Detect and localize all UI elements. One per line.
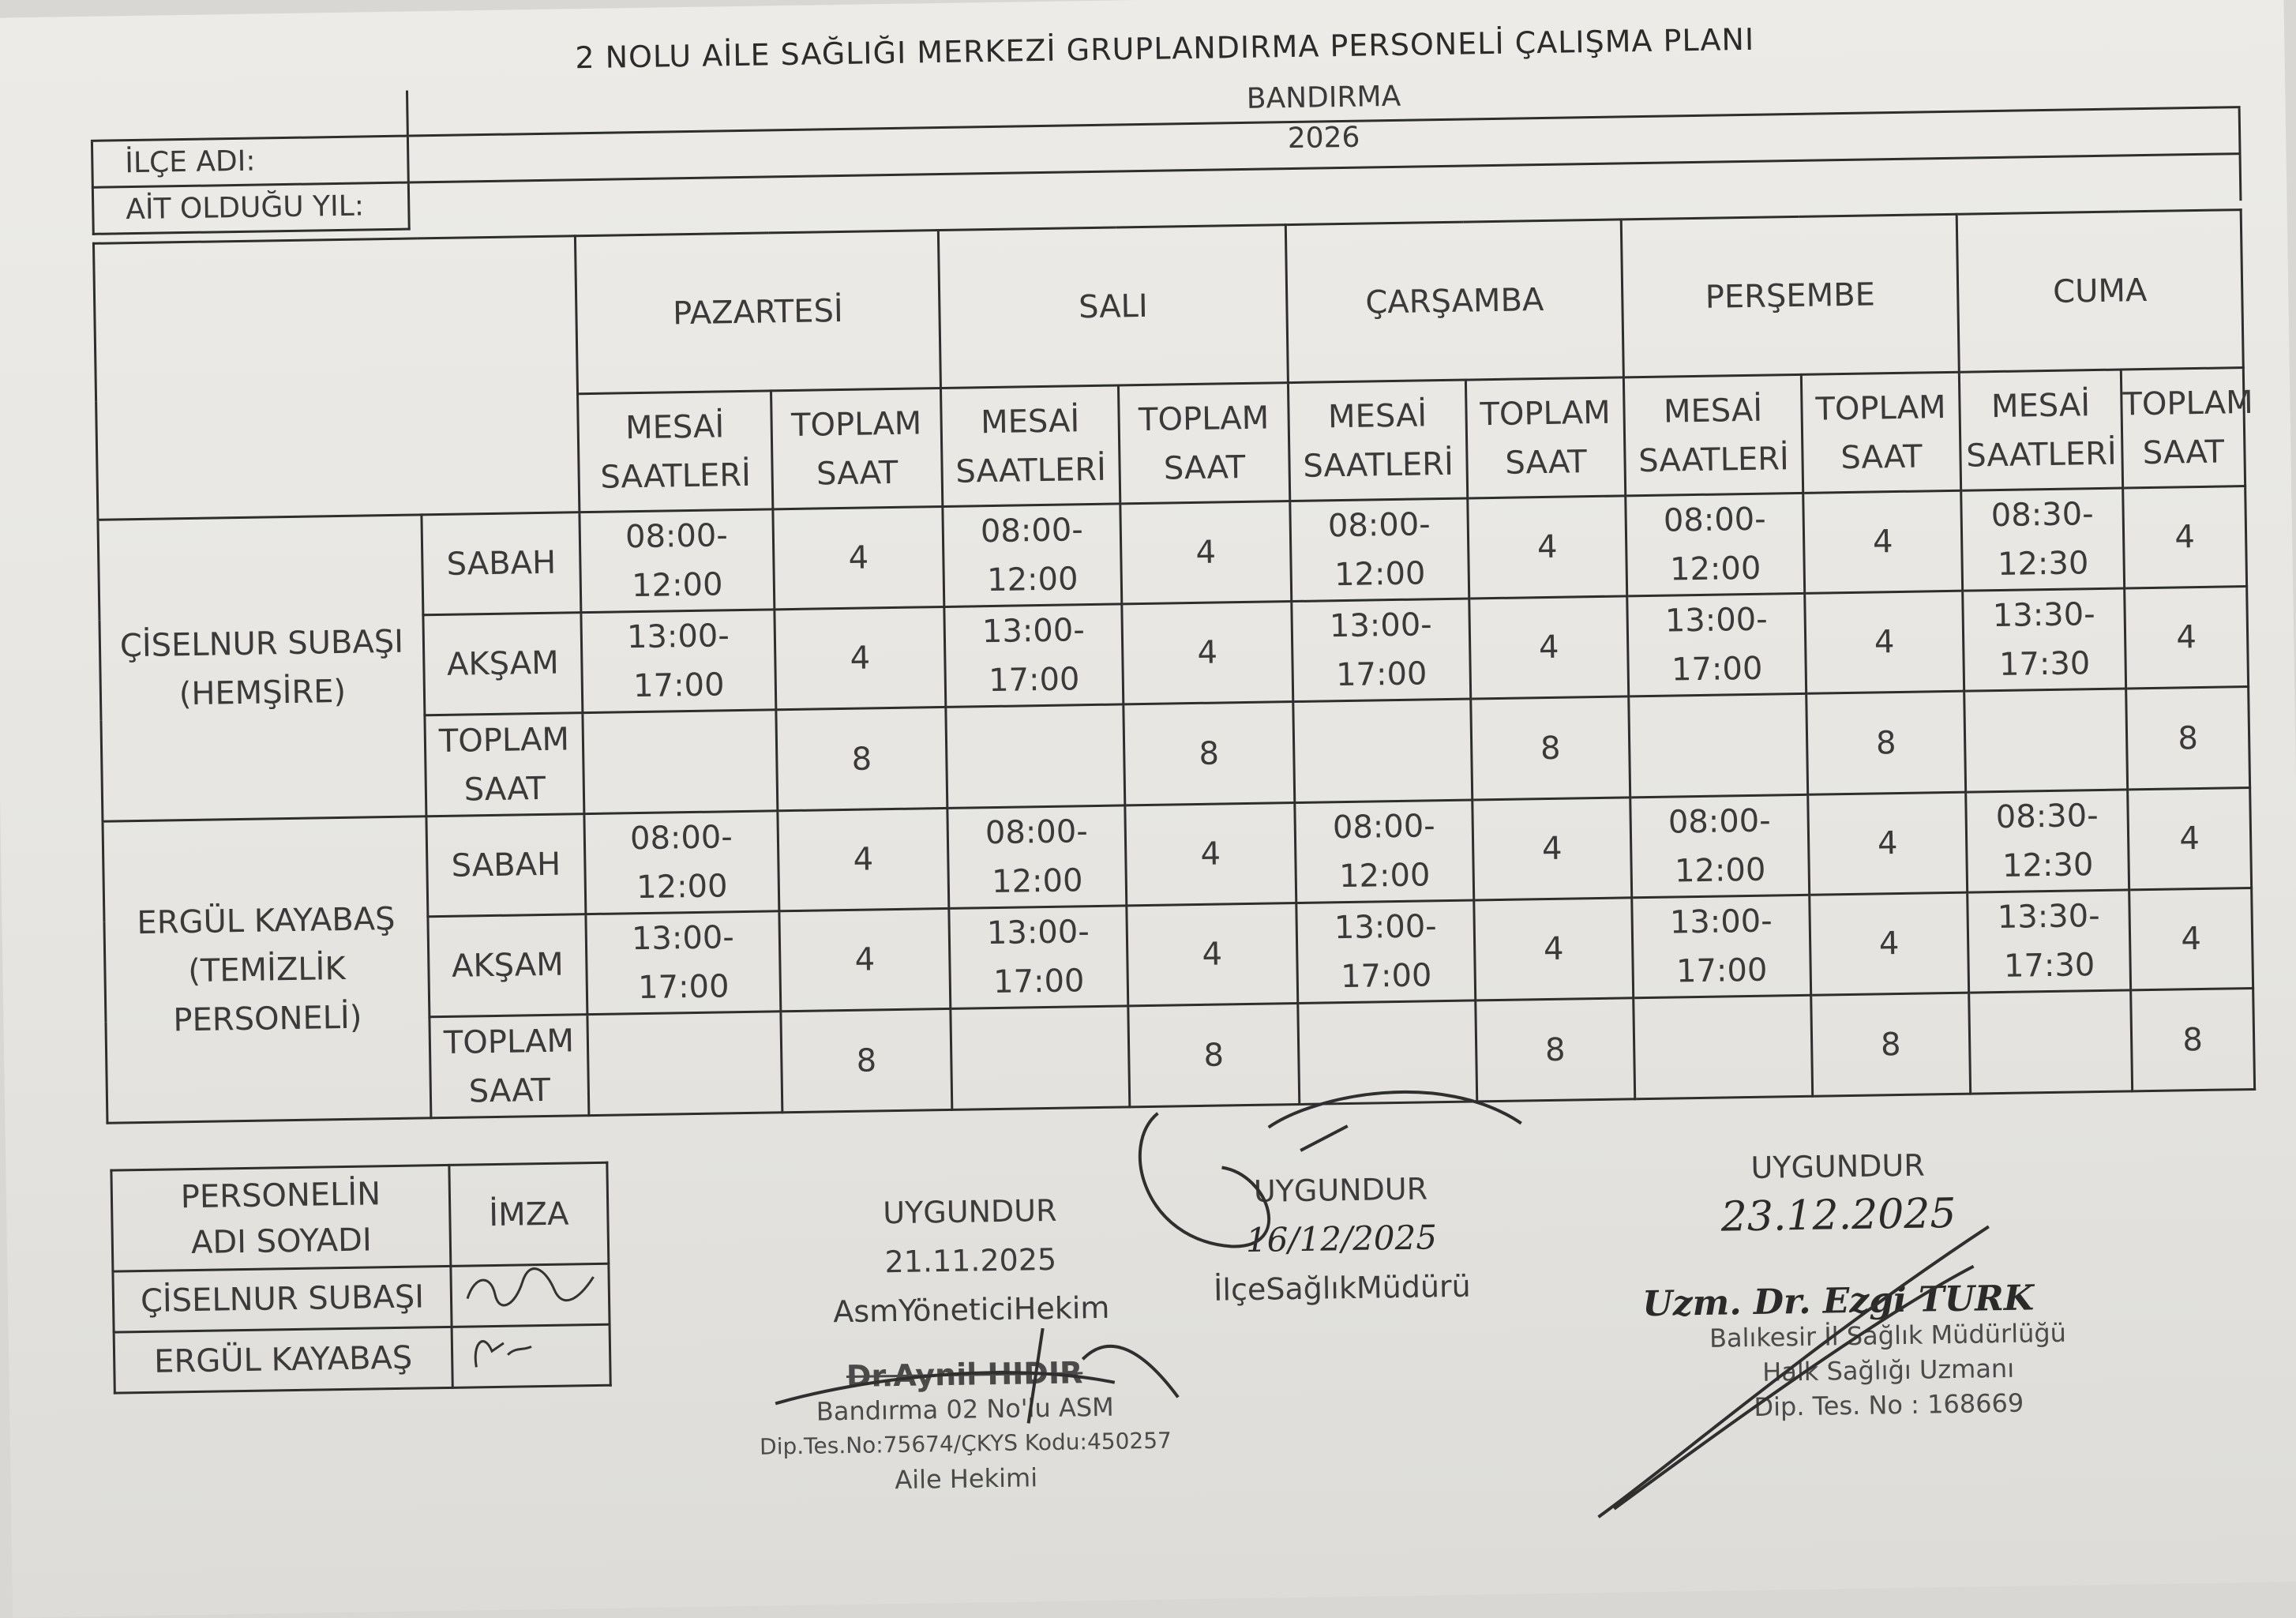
- mesai-cell: 08:00- 12:00: [580, 509, 775, 613]
- toplam-cell: 4: [1127, 903, 1298, 1006]
- mesai-cell: 08:30- 12:30: [1966, 790, 2129, 892]
- approval-date: 16/12/2025: [1245, 1218, 1438, 1260]
- toplam-cell: 4: [2125, 587, 2249, 689]
- stamp-line: Balıkesir İl Sağlık Müdürlüğü: [1709, 1317, 2067, 1353]
- handwritten-signature-icon: [460, 1326, 602, 1372]
- handwritten-signature-icon: [1110, 1076, 1555, 1288]
- sig-col-sign-header: İMZA: [449, 1162, 609, 1266]
- daily-total-cell: 8: [776, 707, 947, 810]
- stamp-name: Uzm. Dr. Ezgi TURK: [1641, 1278, 2035, 1325]
- mesai-cell: 13:00- 17:00: [1292, 599, 1471, 702]
- mesai-cell: 08:30- 12:30: [1961, 488, 2125, 591]
- mesai-cell-empty: [587, 1012, 782, 1116]
- sig-row-name: ERGÜL KAYABAŞ: [114, 1327, 452, 1393]
- ilce-value: BANDIRMA: [407, 62, 2239, 136]
- mesai-cell-empty: [1293, 699, 1473, 803]
- year-label: AİT OLDUĞU YIL:: [92, 182, 409, 234]
- day-header-thursday: PERŞEMBE: [1621, 214, 1959, 377]
- year-value: 2026: [407, 107, 2240, 182]
- mesai-cell: 13:00- 17:00: [944, 604, 1124, 708]
- col-toplam-header: TOPLAM SAAT: [2121, 368, 2245, 488]
- stamp-line: Aile Hekimi: [895, 1462, 1038, 1496]
- mesai-cell: 13:30- 17:30: [1968, 890, 2131, 993]
- mesai-cell: 08:00- 12:00: [1295, 800, 1474, 903]
- col-mesai-header: MESAİ SAATLERİ: [1623, 374, 1803, 496]
- col-mesai-header: MESAİ SAATLERİ: [578, 391, 773, 512]
- day-header-friday: CUMA: [1956, 210, 2243, 373]
- toplam-cell: 4: [1808, 792, 1968, 895]
- approval-role: AsmYöneticiHekim: [832, 1290, 1110, 1330]
- sig-row-name: ÇİSELNUR SUBAŞI: [113, 1266, 452, 1332]
- schedule-table: [92, 208, 2256, 1124]
- mesai-cell-empty: [946, 704, 1125, 809]
- mesai-cell-empty: [1634, 995, 1813, 1099]
- mesai-cell: 08:00- 12:00: [584, 811, 779, 914]
- ilce-label: İLÇE ADI:: [92, 136, 408, 187]
- mesai-cell: 13:00- 17:00: [1627, 593, 1806, 696]
- mesai-cell: 08:00- 12:00: [1630, 794, 1810, 898]
- mesai-cell: 13:30- 17:30: [1963, 588, 2126, 691]
- info-table: [90, 62, 2242, 235]
- approval-date: 23.12.2025: [1720, 1189, 1956, 1241]
- sig-col-name-header: PERSONELİN ADI SOYADI: [111, 1165, 451, 1271]
- day-header-wednesday: ÇARŞAMBA: [1285, 220, 1623, 383]
- toplam-cell: 4: [779, 908, 951, 1011]
- approval-label: UYGUNDUR: [1750, 1147, 1926, 1186]
- stamp-line: Bandırma 02 No'lu ASM: [816, 1391, 1115, 1427]
- col-toplam-header: TOPLAM SAAT: [1465, 377, 1625, 498]
- toplam-cell: 4: [1473, 798, 1632, 900]
- staff-name: ÇİSELNUR SUBAŞI (HEMŞİRE): [98, 515, 426, 821]
- corner-cell: [93, 236, 579, 520]
- handwritten-signature-icon: [766, 1310, 1210, 1436]
- daily-total-cell: 8: [2126, 687, 2250, 790]
- row-label-aksam: AKŞAM: [423, 613, 583, 715]
- row-label-sabah: SABAH: [422, 512, 581, 615]
- handwritten-signature-icon: [459, 1265, 602, 1312]
- toplam-cell: 4: [1122, 602, 1293, 704]
- daily-total-cell: 8: [1806, 691, 1966, 794]
- toplam-cell: 4: [2123, 486, 2247, 588]
- mesai-cell: 08:00- 12:00: [1626, 493, 1805, 596]
- approval-date: 21.11.2025: [884, 1241, 1057, 1280]
- toplam-cell: 4: [1803, 490, 1963, 593]
- mesai-cell: 08:00- 12:00: [947, 805, 1127, 909]
- col-toplam-header: TOPLAM SAAT: [771, 388, 943, 509]
- approval-label: UYGUNDUR: [1253, 1171, 1428, 1209]
- col-mesai-header: MESAİ SAATLERİ: [1959, 370, 2122, 490]
- col-toplam-header: TOPLAM SAAT: [1801, 372, 1960, 493]
- daily-total-cell: 8: [1128, 1003, 1300, 1106]
- mesai-cell-empty: [1964, 689, 2128, 792]
- toplam-cell: 4: [2128, 788, 2252, 890]
- stamp-line: Halk Sağlığı Uzmanı: [1761, 1353, 2015, 1387]
- mesai-cell: 13:00- 17:00: [1296, 900, 1476, 1004]
- stamp-line: Dip.Tes.No:75674/ÇKYS Kodu:450257: [759, 1427, 1172, 1460]
- toplam-cell: 4: [1120, 501, 1292, 604]
- mesai-cell-empty: [583, 710, 778, 814]
- sig-row-signature: [451, 1263, 610, 1327]
- daily-total-cell: 8: [781, 1008, 952, 1112]
- toplam-cell: 4: [1810, 892, 1969, 995]
- toplam-cell: 4: [1468, 496, 1627, 599]
- col-toplam-header: TOPLAM SAAT: [1118, 383, 1289, 504]
- mesai-cell: 13:00- 17:00: [1632, 895, 1811, 998]
- day-header-monday: PAZARTESİ: [575, 231, 940, 394]
- toplam-cell: 4: [778, 808, 949, 910]
- toplam-cell: 4: [773, 506, 944, 609]
- col-mesai-header: MESAİ SAATLERİ: [940, 385, 1120, 507]
- sig-row-signature: [452, 1324, 610, 1387]
- daily-total-cell: 8: [1811, 993, 1971, 1096]
- mesai-cell-empty: [1969, 990, 2133, 1094]
- approval-role: İlçeSağlıkMüdürü: [1213, 1268, 1472, 1308]
- toplam-cell: 4: [1474, 898, 1634, 1000]
- row-label-toplam: TOPLAM SAAT: [430, 1015, 589, 1118]
- mesai-cell-empty: [1629, 693, 1808, 798]
- mesai-cell: 08:00- 12:00: [1290, 498, 1469, 602]
- daily-total-cell: 8: [1124, 702, 1295, 805]
- mesai-cell-empty: [951, 1006, 1130, 1110]
- row-label-aksam: AKŞAM: [428, 914, 587, 1017]
- stamp-line: Dip. Tes. No : 168669: [1754, 1387, 2024, 1422]
- document-title: 2 NOLU AİLE SAĞLIĞI MERKEZİ GRUPLANDIRMA PERSONELİ ÇALIŞMA PLANI: [575, 21, 1755, 76]
- stamp-name: Dr.Aynil HIDIR: [846, 1355, 1083, 1395]
- mesai-cell: 13:00- 17:00: [581, 610, 776, 713]
- mesai-cell: 13:00- 17:00: [586, 911, 781, 1015]
- toplam-cell: 4: [1805, 591, 1964, 693]
- toplam-cell: 4: [1125, 803, 1296, 906]
- day-header-tuesday: SALI: [938, 225, 1288, 389]
- daily-total-cell: 8: [2131, 988, 2255, 1091]
- signature-table: [110, 1162, 611, 1395]
- daily-total-cell: 8: [1476, 998, 1635, 1102]
- daily-total-cell: 8: [1471, 696, 1630, 800]
- toplam-cell: 4: [775, 606, 946, 709]
- row-label-sabah: SABAH: [426, 814, 586, 917]
- approval-label: UYGUNDUR: [882, 1192, 1057, 1231]
- handwritten-signature-icon: [1578, 1218, 2025, 1526]
- toplam-cell: 4: [1469, 596, 1629, 699]
- col-mesai-header: MESAİ SAATLERİ: [1288, 380, 1467, 501]
- mesai-cell: 08:00- 12:00: [943, 504, 1122, 607]
- mesai-cell: 13:00- 17:00: [949, 906, 1128, 1009]
- toplam-cell: 4: [2129, 888, 2253, 989]
- row-label-toplam: TOPLAM SAAT: [425, 713, 584, 817]
- staff-name: ERGÜL KAYABAŞ (TEMİZLİK PERSONELİ): [103, 817, 431, 1123]
